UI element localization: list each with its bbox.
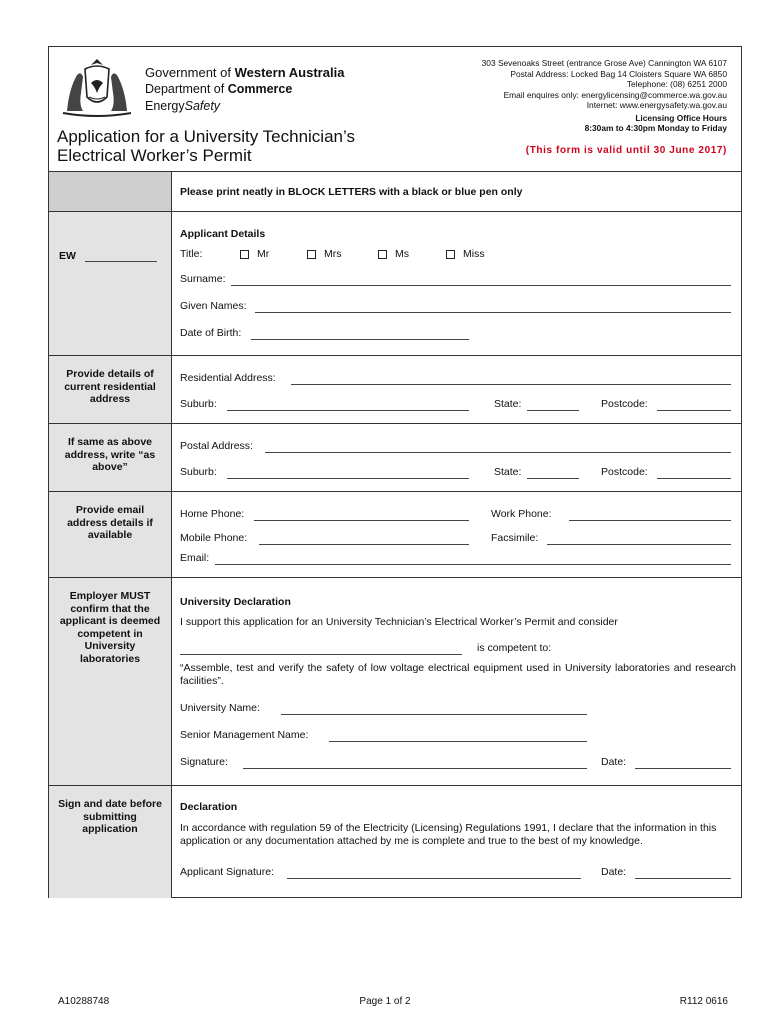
post-suburb-label: Suburb: xyxy=(180,466,217,478)
competency-quote: “Assemble, test and verify the safety of low voltage electrical equipment used in University laboratories and research facilities”. xyxy=(180,662,736,687)
post-postcode-field[interactable] xyxy=(657,478,731,479)
declaration-date-field[interactable] xyxy=(635,878,731,879)
competent-text: is competent to: xyxy=(477,642,552,654)
instruction-left-cell xyxy=(49,172,172,212)
surname-field[interactable] xyxy=(231,285,731,286)
applicant-name-field[interactable] xyxy=(180,654,462,655)
res-postcode-label: Postcode: xyxy=(601,398,648,410)
residential-left-cell: Provide details of current residential address xyxy=(49,356,172,424)
ew-cell xyxy=(49,212,172,356)
residential-row xyxy=(49,355,741,424)
footer-page-number: Page 1 of 2 xyxy=(359,996,411,1007)
postal-left-cell: If same as above address, write “as above” xyxy=(49,424,172,492)
footer-form-code: A10288748 xyxy=(58,996,110,1007)
checkbox-mrs[interactable] xyxy=(307,250,316,259)
given-names-label: Given Names: xyxy=(180,300,247,312)
home-phone-label: Home Phone: xyxy=(180,508,245,520)
instruction-text: Please print neatly in BLOCK LETTERS with a black or blue pen only xyxy=(180,186,523,198)
post-state-field[interactable] xyxy=(527,478,579,479)
given-names-field[interactable] xyxy=(255,312,731,313)
instruction-row xyxy=(49,171,741,212)
postal-address-label: Postal Address: xyxy=(180,440,253,452)
declaration-row xyxy=(49,785,741,898)
university-declaration-row xyxy=(49,577,741,786)
ew-label: EW xyxy=(59,250,76,262)
form-title-line1: Application for a University Technician’s xyxy=(57,127,355,146)
title-label: Title: xyxy=(180,248,203,260)
contact-row xyxy=(49,491,741,578)
residential-address-field[interactable] xyxy=(291,384,731,385)
email-field[interactable] xyxy=(215,564,731,565)
declaration-left-cell: Sign and date before submitting application xyxy=(49,786,172,898)
facsimile-field[interactable] xyxy=(547,544,731,545)
email-label: Email: xyxy=(180,552,210,564)
title-option-mr: Mr xyxy=(257,248,270,260)
title-option-miss: Miss xyxy=(463,248,485,260)
university-left-cell: Employer MUST confirm that the applicant is deemed competent in University laboratories xyxy=(49,578,172,786)
checkbox-ms[interactable] xyxy=(378,250,387,259)
university-signature-label: Signature: xyxy=(180,756,228,768)
university-signature-field[interactable] xyxy=(243,768,587,769)
declaration-date-label: Date: xyxy=(601,866,627,878)
university-date-label: Date: xyxy=(601,756,627,768)
ew-number-field[interactable] xyxy=(85,261,157,262)
checkbox-mr[interactable] xyxy=(240,250,249,259)
form-header xyxy=(49,47,741,171)
university-date-field[interactable] xyxy=(635,768,731,769)
dob-field[interactable] xyxy=(251,339,469,340)
applicant-details-title: Applicant Details xyxy=(180,228,266,240)
declaration-text: In accordance with regulation 59 of the Electricity (Licensing) Regulations 1991, I declare that the information in this application or any documentation attached by me is complete and true to the best of my knowledge. xyxy=(180,822,717,847)
office-address-block: 303 Sevenoaks Street (entrance Grose Ave) Cannington WA 6107 Postal Address: Locked Bag 14 Cloisters Square WA 6850 Telephone: (08) 6251 2000 Email enquires only: energylicensing@commerce.wa.gov.au Internet: www.energysafety.wa.gov.au Licensing Office Hours 8:30am to 4:30pm Monday to Friday xyxy=(481,58,727,133)
post-suburb-field[interactable] xyxy=(227,478,469,479)
residential-address-label: Residential Address: xyxy=(180,372,276,384)
res-suburb-field[interactable] xyxy=(227,410,469,411)
gov-line3: EnergySafety xyxy=(145,99,221,113)
senior-management-field[interactable] xyxy=(329,741,587,742)
res-state-label: State: xyxy=(494,398,522,410)
checkbox-miss[interactable] xyxy=(446,250,455,259)
applicant-details-row xyxy=(49,211,741,356)
support-text: I support this application for an University Technician’s Electrical Worker’s Permit and consider xyxy=(180,616,618,628)
footer-revision: R112 0616 xyxy=(679,996,728,1007)
university-name-field[interactable] xyxy=(281,714,587,715)
valid-until-note: (This form is valid until 30 June 2017) xyxy=(525,145,727,156)
gov-line2: Department of Commerce xyxy=(145,82,293,96)
res-state-field[interactable] xyxy=(527,410,579,411)
contact-left-cell: Provide email address details if available xyxy=(49,492,172,578)
declaration-title: Declaration xyxy=(180,801,238,813)
senior-management-label: Senior Management Name: xyxy=(180,729,309,741)
mobile-phone-field[interactable] xyxy=(259,544,469,545)
mobile-phone-label: Mobile Phone: xyxy=(180,532,248,544)
surname-label: Surname: xyxy=(180,273,226,285)
application-form xyxy=(48,46,742,898)
wa-coat-of-arms-logo xyxy=(59,53,135,119)
postal-address-field[interactable] xyxy=(265,452,731,453)
facsimile-label: Facsimile: xyxy=(491,532,539,544)
applicant-signature-label: Applicant Signature: xyxy=(180,866,274,878)
university-name-label: University Name: xyxy=(180,702,260,714)
postal-row xyxy=(49,423,741,492)
res-suburb-label: Suburb: xyxy=(180,398,217,410)
applicant-signature-field[interactable] xyxy=(287,878,581,879)
form-title-line2: Electrical Worker’s Permit xyxy=(57,146,252,165)
work-phone-field[interactable] xyxy=(569,520,731,521)
gov-line1: Government of Western Australia xyxy=(145,65,345,80)
post-postcode-label: Postcode: xyxy=(601,466,648,478)
home-phone-field[interactable] xyxy=(254,520,469,521)
post-state-label: State: xyxy=(494,466,522,478)
title-option-ms: Ms xyxy=(395,248,409,260)
dob-label: Date of Birth: xyxy=(180,327,242,339)
title-option-mrs: Mrs xyxy=(324,248,342,260)
res-postcode-field[interactable] xyxy=(657,410,731,411)
work-phone-label: Work Phone: xyxy=(491,508,552,520)
university-declaration-title: University Declaration xyxy=(180,596,291,608)
